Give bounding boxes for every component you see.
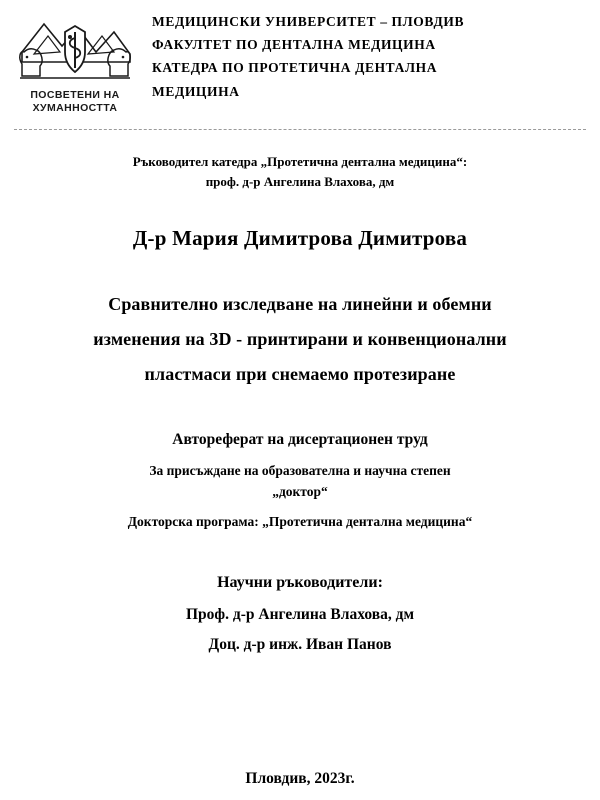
institution-line-1: МЕДИЦИНСКИ УНИВЕРСИТЕТ – ПЛОВДИВ [152, 14, 465, 29]
doctoral-program: Докторска програма: „Протетична дентална медицина“ [127, 514, 473, 530]
supervisor-2: Доц. д-р инж. Иван Панов [208, 636, 392, 654]
header-divider [14, 129, 586, 130]
institution-line-2: ФАКУЛТЕТ ПО ДЕНТАЛНА МЕДИЦИНА [152, 37, 436, 53]
logo-caption-line-1: ПОСВЕТЕНИ НА [30, 89, 120, 101]
place-and-date: Пловдив, 2023г. [245, 770, 355, 787]
document-body [0, 152, 600, 654]
supervisor-1: Проф. д-р Ангелина Влахова, дм [186, 606, 414, 624]
dissertation-title [34, 287, 566, 392]
institution-line-3: КАТЕДРА ПО ПРОТЕТИЧНА ДЕНТАЛНА [152, 60, 438, 76]
dissertation-title-line-1: Сравнително изследване на линейни и обемни [108, 294, 492, 315]
logo-caption-line-2: ХУМАННОСТТА [32, 102, 118, 115]
department-head-line-2: проф. д-р Ангелина Влахова, дм [205, 173, 395, 189]
university-emblem-icon [14, 8, 136, 86]
degree-line-1: За присъждане на образователна и научна степен [149, 462, 451, 478]
author-name: Д-р Мария Димитрова Димитрова [132, 226, 468, 251]
degree-line-2: „доктор“ [272, 484, 328, 500]
supervisors-label: Научни ръководители: [217, 574, 383, 592]
document-header [0, 0, 600, 115]
department-head [34, 152, 566, 191]
document-type: Автореферат на дисертационен труд [172, 430, 428, 448]
department-head-line-1: Ръководител катедра „Протетична дентална медицина“: [132, 154, 468, 170]
logo-block [10, 6, 140, 115]
institution-name [140, 6, 582, 103]
dissertation-title-line-2: изменения на 3D - принтирани и конвенционални [93, 329, 507, 350]
institution-line-4: МЕДИЦИНА [152, 83, 240, 99]
logo-caption [10, 89, 140, 115]
degree-statement [34, 460, 566, 504]
dissertation-title-line-3: пластмаси при снемаемо протезиране [144, 364, 456, 385]
